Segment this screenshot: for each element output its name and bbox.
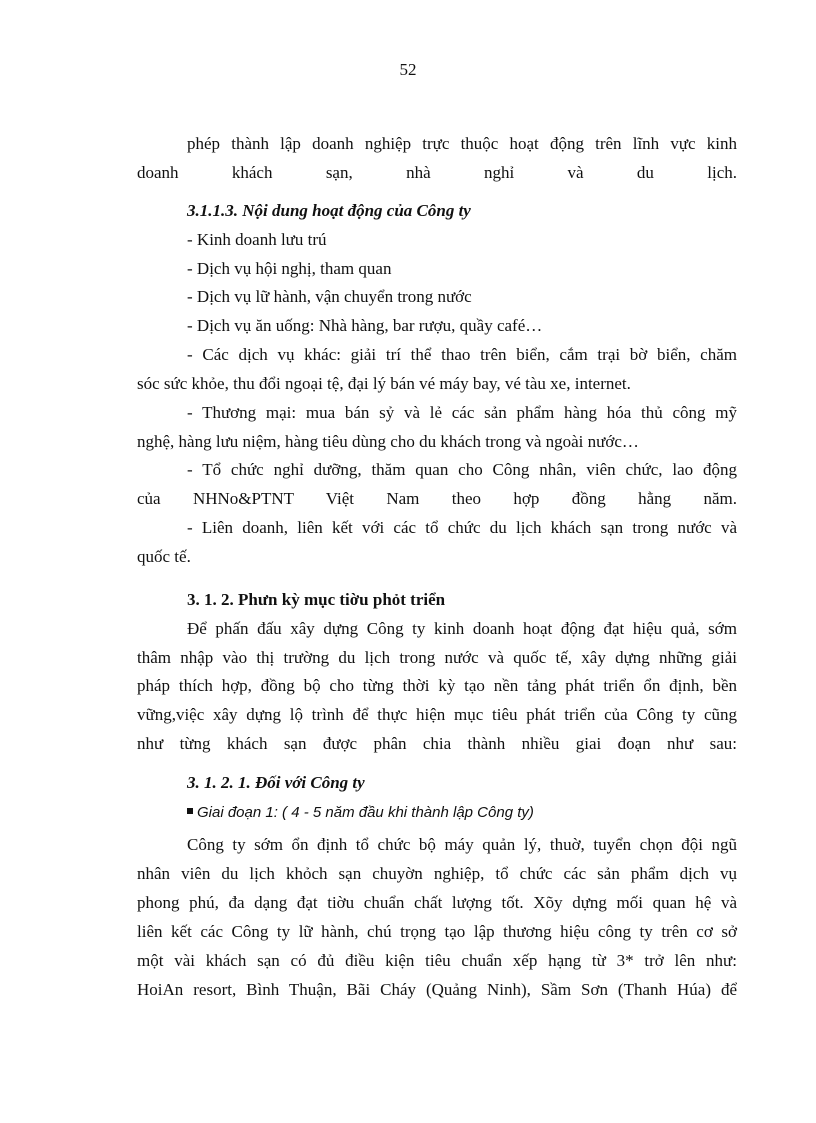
- section-heading: 3.1.1.3. Nội dung hoạt động của Công ty: [187, 201, 471, 220]
- list-item: - Thương mại: mua bán sỷ và lẻ các sản phẩm hàng hóa thủ công mỹ: [187, 403, 737, 422]
- paragraph-line: HoiAn resort, Bình Thuận, Bãi Cháy (Quảng Ninh), Sầm Sơn (Thanh Húa) để: [137, 980, 737, 999]
- paragraph-line: nhân viên du lịch khỏch sạn chuyờn nghiệp, tổ chức các sản phẩm dịch vụ: [137, 864, 737, 883]
- paragraph-line: phong phú, đa dạng đạt tiờu chuẩn chất lượng tốt. Xõy dựng mối quan hệ và: [137, 893, 737, 912]
- list-item-continuation: quốc tế.: [137, 547, 191, 566]
- paragraph-line: thâm nhập vào thị trường du lịch trong nước và quốc tế, xây dựng những giải: [137, 648, 737, 667]
- list-item: - Dịch vụ ăn uống: Nhà hàng, bar rượu, quầy café…: [187, 316, 543, 335]
- paragraph-line: liên kết các Công ty lữ hành, chú trọng tạo lập thương hiệu công ty trên cơ sở: [137, 922, 737, 941]
- paragraph-line: vững,việc xây dựng lộ trình để thực hiện mục tiêu phát triển của Công ty cũng: [137, 705, 737, 724]
- paragraph-line: Để phấn đấu xây dựng Công ty kinh doanh hoạt động đạt hiệu quả, sớm: [187, 619, 737, 638]
- square-bullet-icon: [187, 808, 193, 814]
- paragraph-line: pháp thích hợp, đồng bộ cho từng thời kỳ tạo nền tảng phát triển ổn định, bền: [137, 676, 737, 695]
- page-number: 52: [399, 60, 417, 79]
- subsection-heading: 3. 1. 2. 1. Đối với Công ty: [187, 773, 365, 792]
- list-item: - Dịch vụ lữ hành, vận chuyển trong nước: [187, 287, 472, 306]
- list-item-continuation: nghệ, hàng lưu niệm, hàng tiêu dùng cho du khách trong và ngoài nước…: [137, 432, 639, 451]
- section-heading: 3. 1. 2. Phưn kỳ mục tiờu phỏt triển: [187, 590, 446, 609]
- list-item: - Các dịch vụ khác: giải trí thể thao trên biển, cắm trại bờ biển, chăm: [187, 345, 737, 364]
- list-item-continuation: của NHNo&PTNT Việt Nam theo hợp đồng hằng năm.: [137, 489, 737, 508]
- bullet-item: [187, 802, 534, 824]
- list-item: - Kinh doanh lưu trú: [187, 230, 327, 249]
- list-item-continuation: sóc sức khỏe, thu đổi ngoại tệ, đại lý bán vé máy bay, vé tàu xe, internet.: [137, 374, 631, 393]
- list-item: - Liên doanh, liên kết với các tổ chức du lịch khách sạn trong nước và: [187, 518, 737, 537]
- paragraph-line: Công ty sớm ổn định tổ chức bộ máy quản lý, thuờ, tuyển chọn đội ngũ: [187, 835, 737, 854]
- paragraph-line: như từng khách sạn được phân chia thành nhiều giai đoạn như sau:: [137, 734, 737, 753]
- paragraph-line: phép thành lập doanh nghiệp trực thuộc hoạt động trên lĩnh vực kinh: [187, 134, 737, 153]
- list-item: - Dịch vụ hội nghị, tham quan: [187, 259, 392, 278]
- bullet-text: Giai đoạn 1: ( 4 - 5 năm đầu khi thành lập Công ty): [197, 804, 534, 821]
- paragraph-line: một vài khách sạn có đủ điều kiện tiêu chuẩn xếp hạng từ 3* trở lên như:: [137, 951, 737, 970]
- paragraph-line: doanh khách sạn, nhà nghỉ và du lịch.: [137, 163, 737, 182]
- list-item: - Tổ chức nghỉ dưỡng, thăm quan cho Công nhân, viên chức, lao động: [187, 460, 737, 479]
